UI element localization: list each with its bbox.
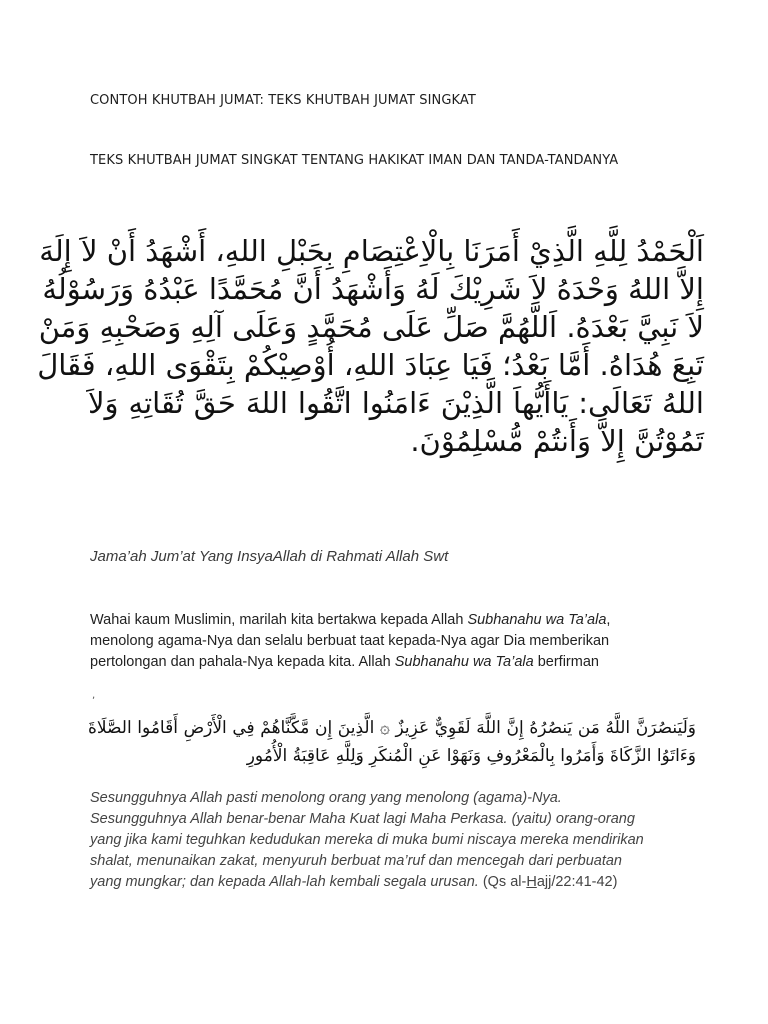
translation-line: Sesungguhnya Allah pasti menolong orang yang menolong (agama)-Nya. [90, 790, 562, 806]
opening-arabic-text [37, 232, 704, 460]
paragraph-text: berfirman [533, 654, 599, 670]
arabic-line: تَبِعَ هُدَاهُ. أَمَّا بَعْدُ؛ فَيَا عِبَادَ اللهِ، أُوْصِيْكُمْ بِتَقْوَى اللهِ، فَقَالَ [37, 348, 704, 382]
verse-line: وَءَاتَوُا الزَّكَاةَ وَأَمَرُوا بِالْمَعْرُوفِ وَنَهَوْا عَنِ الْمُنكَرِ وَلِلَّهِ عَاقِبَةُ الْأُمُورِ [246, 746, 696, 766]
paragraph-text: , [606, 612, 611, 628]
arabic-line: تَمُوْتُنَّ إِلاَّ وَأَنتُمْ مُّسْلِمُوْنَ. [410, 424, 704, 458]
verse-translation [90, 788, 690, 893]
translation-text: yang mungkar; dan kepada Allah-lah kembali segala urusan. [90, 874, 483, 890]
reference-suffix: ajj/22:41-42) [536, 874, 618, 890]
translation-line: shalat, menunaikan zakat, menyuruh berbuat ma’ruf dan mencegah dari perbuatan [90, 853, 622, 869]
paragraph-text: pertolongan dan pahala-Nya kepada kita. Allah [90, 654, 395, 670]
intro-paragraph [90, 610, 690, 673]
verse-reference [483, 874, 618, 890]
emphasis-text: Subhanahu wa Ta’ala [467, 612, 607, 628]
verse-line: وَلَيَنصُرَنَّ اللَّهُ مَن يَنصُرُهُ إِنَّ اللَّهَ لَقَوِيٌّ عَزِيزٌ ۞ الَّذِينَ إِن مَّكَّنَّاهُمْ فِي الْأَرْضِ أَقَامُوا الصَّلَاةَ [88, 718, 696, 738]
reference-underlined: H [526, 874, 537, 890]
arabic-line: لاَ نَبِيَّ بَعْدَهُ. اَللَّهُمَّ صَلِّ عَلَى مُحَمَّدٍ وَعَلَى آلِهِ وَصَحْبِهِ وَمَنْ [38, 310, 704, 344]
page-subtitle: TEKS KHUTBAH JUMAT SINGKAT TENTANG HAKIKAT IMAN DAN TANDA-TANDANYA [90, 153, 619, 168]
arabic-line: اَلْحَمْدُ لِلَّهِ الَّذِيْ أَمَرَنَا بِالْاِعْتِصَامِ بِحَبْلِ اللهِ، أَشْهَدُ أَنْ لاَ إِلَهَ [39, 234, 704, 268]
translation-line: Sesungguhnya Allah benar-benar Maha Kuat lagi Maha Perkasa. (yaitu) orang-orang [90, 811, 635, 827]
arabic-line: إِلاَّ اللهُ وَحْدَهُ لاَ شَرِيْكَ لَهُ وَأَشْهَدُ أَنَّ مُحَمَّدًا عَبْدُهُ وَرَسُوْلُهُ [42, 272, 704, 306]
page-title: CONTOH KHUTBAH JUMAT: TEKS KHUTBAH JUMAT SINGKAT [90, 93, 476, 108]
translation-line: yang jika kami teguhkan kedudukan mereka di muka bumi niscaya mereka mendirikan [90, 832, 644, 848]
paragraph-text: Wahai kaum Muslimin, marilah kita bertakwa kepada Allah [90, 612, 468, 628]
arabic-line: اللهُ تَعَالَى: يَاأَيُّهاَ الَّذِيْنَ ءَامَنُوا اتَّقُوا اللهَ حَقَّ تُقَاتِهِ وَلاَ [88, 386, 704, 420]
emphasis-text: Subhanahu wa Ta’ala [394, 654, 534, 670]
translation-line [90, 872, 690, 893]
reference-prefix: (Qs al- [482, 874, 527, 890]
section-heading: Jama’ah Jum’at Yang InsyaAllah di Rahmati Allah Swt [90, 548, 449, 565]
paragraph-line [90, 652, 690, 673]
comma-mark: , [92, 690, 96, 701]
paragraph-line: menolong agama-Nya dan selalu berbuat taat kepada-Nya agar Dia memberikan [90, 633, 610, 649]
paragraph-line [90, 610, 690, 631]
quran-verse [88, 714, 696, 770]
